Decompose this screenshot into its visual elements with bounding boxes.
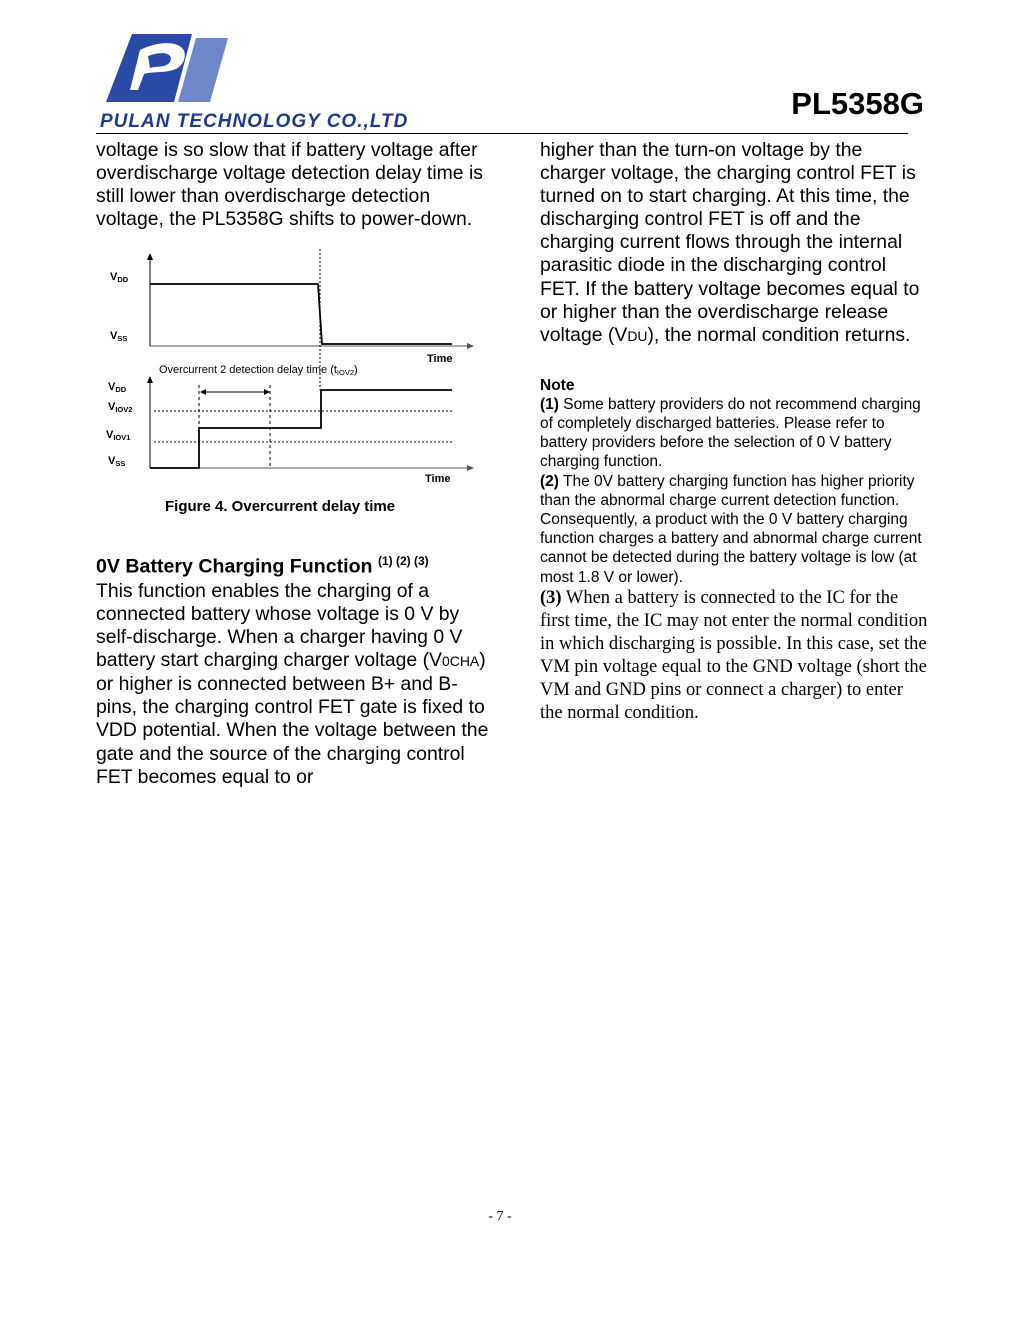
heading-refs: (1) (2) (3) (377, 554, 429, 569)
label-delay: Overcurrent 2 detection delay time (tIOV2) (159, 364, 358, 378)
bottom-waveform (150, 390, 452, 468)
timing-diagram (96, 245, 496, 495)
figure-caption: Figure 4. Overcurrent delay time (165, 498, 396, 516)
bottom-y-arrow (147, 376, 153, 383)
label-time-bot: Time (425, 473, 451, 486)
right-paragraph-1 (540, 139, 930, 348)
top-y-arrow (147, 253, 153, 260)
top-waveform (150, 284, 452, 344)
delay-arrow-right (264, 389, 270, 395)
note-2 (540, 472, 930, 587)
note-2-number: (2) (540, 472, 559, 490)
label-viov1: VIOV1 (106, 429, 131, 443)
top-x-arrow (467, 343, 474, 349)
note-3-number: (3) (540, 587, 562, 608)
page-number: - 7 - (488, 1209, 512, 1224)
left-paragraph-2 (96, 580, 496, 789)
label-vss-top: VSS (110, 330, 128, 344)
product-title: PL5358G (791, 86, 924, 121)
label-viov2: VIOV2 (108, 401, 133, 415)
left-column (96, 139, 496, 789)
right-para1-subscript: DU (627, 327, 648, 344)
note-2-text: The 0V battery charging function has higher priority than the abnormal charge current detection function. Consequently, a product with the 0 V battery charging function charges a battery and abnormal charge current cannot be detected during the battery voltage is low (at most 1.8 V or lower). (540, 472, 922, 586)
left-paragraph-1: voltage is so slow that if battery voltage after overdischarge voltage detection delay time is still lower than overdischarge detection voltage, the PL5358G shifts to power-down. (96, 139, 483, 231)
note-3 (540, 587, 930, 726)
note-3-text: When a battery is connected to the IC for the first time, the IC may not enter the normal condition in which discharging is possible. In this case, set the VM pin voltage equal to the GND voltage (short the VM and GND pins or connect a charger) to enter the normal condition. (540, 587, 928, 724)
delay-arrow-left (200, 389, 206, 395)
note-1-text: Some battery providers do not recommend charging of completely discharged batteries. Please refer to battery providers before the selection of 0 V battery charging function. (540, 395, 921, 471)
label-vdd-bot: VDD (108, 381, 127, 395)
header-rule (96, 133, 908, 134)
para2-subscript: 0CHA (441, 653, 480, 670)
right-para1-part-b: ), the normal condition returns. (647, 323, 911, 346)
note-title: Note (540, 376, 575, 394)
para2-part-b: ) or higher is connected between B+ and B- pins, the charging control FET gate is fixed to VDD potential. When the voltage between the gate and the source of the charging control FET becomes equal to or (96, 649, 489, 788)
right-column (540, 139, 930, 725)
note-1 (540, 395, 930, 472)
bottom-x-arrow (467, 465, 474, 471)
label-time-top: Time (427, 353, 453, 366)
company-name: PULAN TECHNOLOGY CO.,LTD (100, 111, 409, 132)
company-logo (104, 30, 230, 106)
label-vdd-top: VDD (110, 271, 129, 285)
heading-text: 0V Battery Charging Function (96, 555, 373, 578)
right-para1-part-a: higher than the turn-on voltage by the charger voltage, the charging control FET is turned on to start charging. At this time, the discharging control FET is off and the charging current flows through the internal parasitic diode in the discharging control FET. If the battery voltage becomes equal to or higher than the overdischarge release voltage (V (540, 139, 920, 346)
overcurrent-delay-figure (96, 245, 496, 515)
para2-part-a: This function enables the charging of a connected battery whose voltage is 0 V by self-discharge. When a charger having 0 V battery start charging charger voltage (V (96, 579, 463, 672)
label-vss-bot: VSS (108, 455, 126, 469)
note-1-number: (1) (540, 395, 559, 413)
section-heading-0v (96, 549, 496, 580)
